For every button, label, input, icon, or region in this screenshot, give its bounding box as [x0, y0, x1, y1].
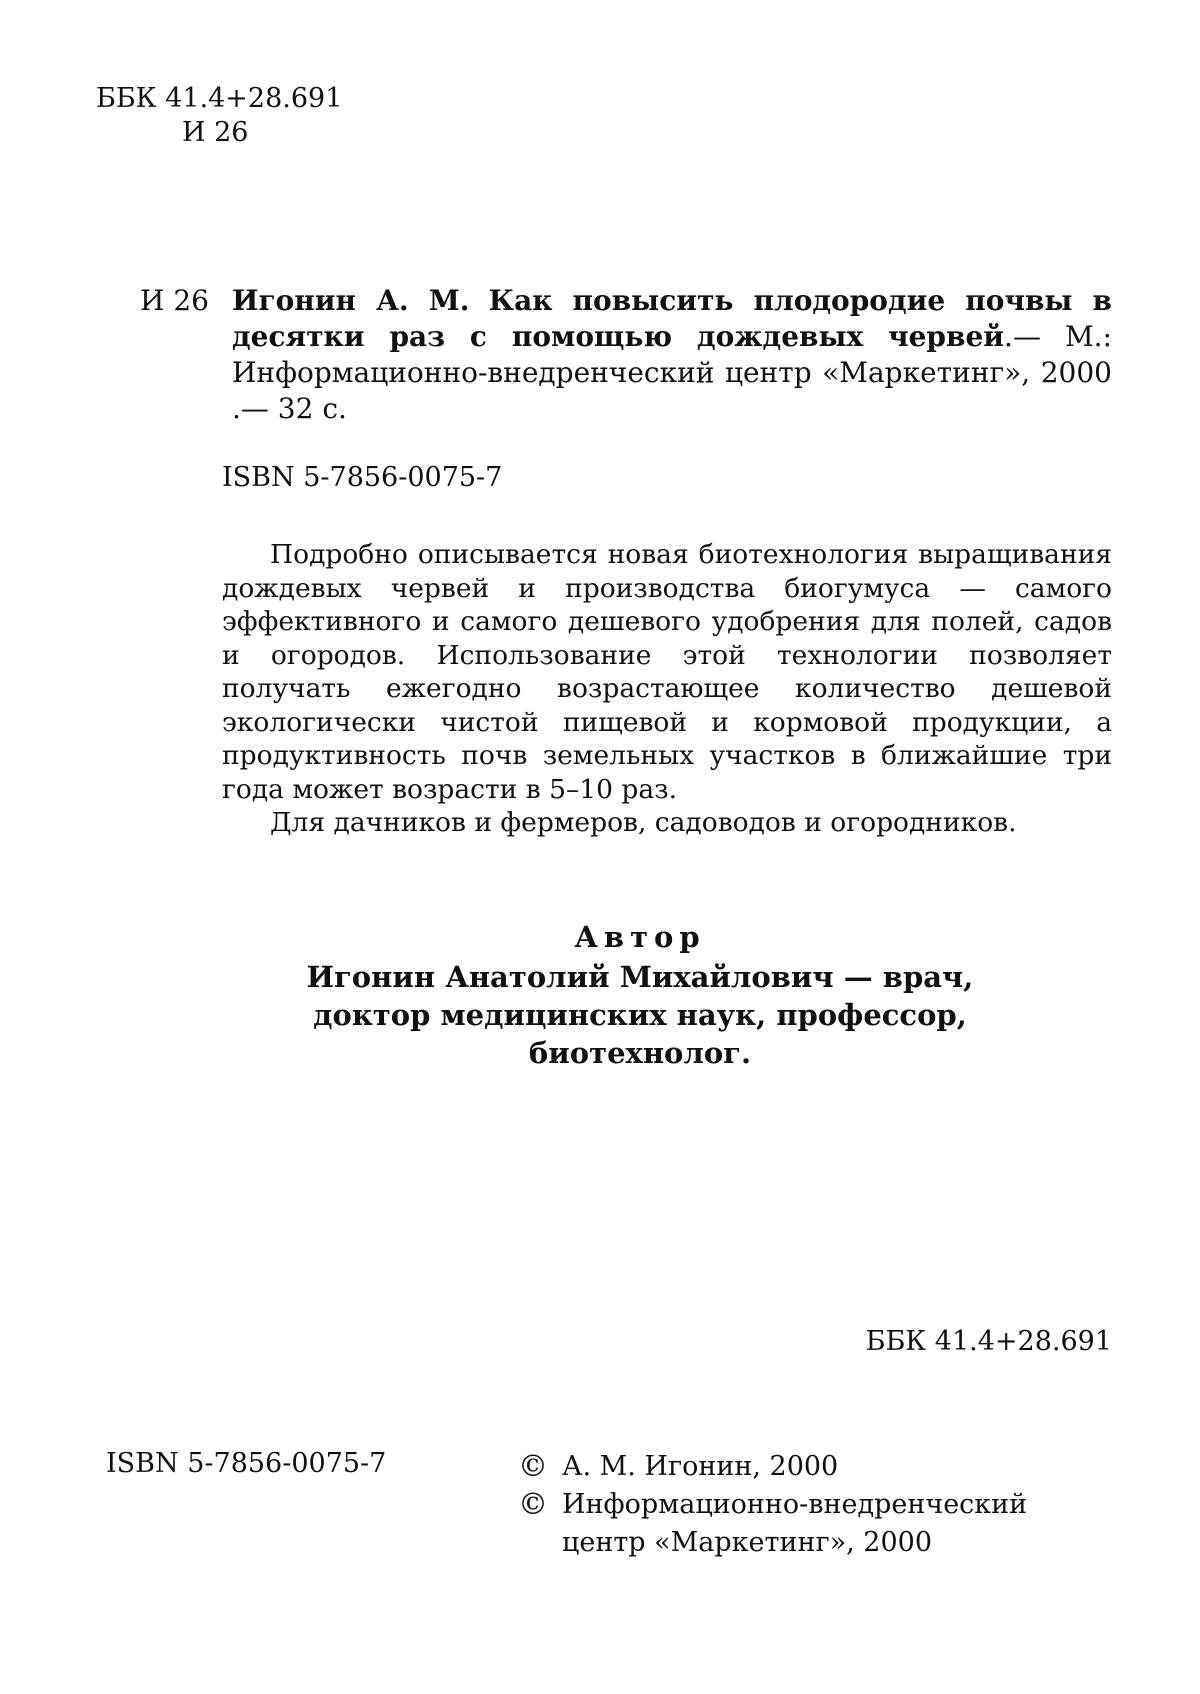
author-heading: Автор: [574, 920, 706, 954]
entry-title: Как повысить плодородие почвы в десятки раз с помощью дождевых червей: [232, 284, 1112, 353]
author-line-2: доктор медицинских наук, профессор,: [313, 998, 967, 1032]
copyright-publisher-row: [518, 1486, 1118, 1562]
copyright-icon: ©: [518, 1449, 548, 1484]
author-line-3: биотехнолог.: [528, 1036, 752, 1070]
annotation-audience: Для дачников и фермеров, садоводов и огородников.: [270, 807, 1017, 838]
copyright-icon: ©: [518, 1487, 548, 1522]
bbk-index-top: [96, 82, 342, 150]
author-block: [250, 918, 1030, 1072]
isbn-bottom: ISBN 5-7856-0075-7: [106, 1448, 387, 1479]
bbk-index-bottom: ББК 41.4+28.691: [865, 1326, 1112, 1357]
isbn-top: ISBN 5-7856-0075-7: [222, 462, 503, 493]
entry-author: Игонин А. М.: [232, 284, 470, 317]
copyright-block: [518, 1448, 1118, 1562]
author-mark: И 26: [182, 117, 249, 148]
copyright-publisher: Информационно-внедренческий центр «Маркетинг», 2000: [562, 1489, 1028, 1558]
annotation-body: Подробно описывается новая биотехнология выращивания дождевых червей и производства биогумуса — самого эффективного и самого дешевого удобрения для полей, садов и огородов. Использование этой технологии позволяет получать ежегодно возрастающее количество дешевой экологически чистой пищевой и кормовой продукции, а продуктивность почв земельных участков в ближайшие три года может возрасти в 5–10 раз.: [222, 539, 1112, 805]
catalog-code: И 26: [140, 284, 209, 317]
author-line-1: Игонин Анатолий Михайлович — врач,: [306, 960, 974, 994]
copyright-author-row: [518, 1448, 1118, 1486]
entry-imprint: .— М.: Информационно-внедренческий центр «Маркетинг», 2000 .— 32 с.: [232, 320, 1112, 425]
bbk-code: ББК 41.4+28.691: [96, 83, 343, 114]
copyright-author: А. М. Игонин, 2000: [562, 1451, 839, 1482]
annotation: [222, 538, 1112, 840]
bibliographic-entry: [232, 283, 1112, 427]
